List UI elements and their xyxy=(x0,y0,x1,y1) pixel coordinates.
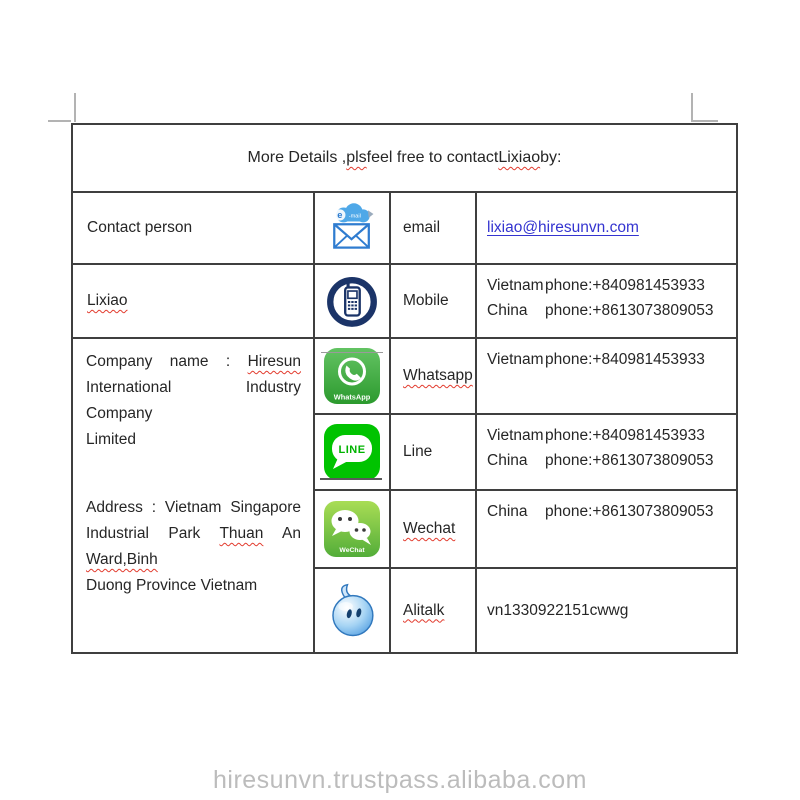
line-channel-label: Line xyxy=(403,443,433,460)
address-industrial-park: Industrial Park xyxy=(86,525,201,542)
watermark-url: hiresunvn.trustpass.alibaba.com xyxy=(212,766,588,794)
crop-mark-top-right-horizontal xyxy=(691,120,718,122)
svg-text:e: e xyxy=(337,210,343,221)
phone-number: phone:+8613073809053 xyxy=(545,452,714,469)
phone-line xyxy=(487,298,726,323)
phone-number: phone:+840981453933 xyxy=(545,427,705,444)
address-block xyxy=(86,495,301,599)
mobile-phone-icon xyxy=(323,272,381,330)
svg-text:LINE: LINE xyxy=(338,444,366,456)
phone-country: China xyxy=(487,503,528,520)
contact-name-label: Lixiao xyxy=(87,292,128,309)
email-channel-label: email xyxy=(403,219,441,236)
phone-country: China xyxy=(487,302,528,319)
contact-person-cell xyxy=(73,193,315,265)
whatsapp-icon-cell xyxy=(315,339,391,415)
header-text-lixiao: Lixiao xyxy=(498,149,541,166)
email-channel-cell xyxy=(391,193,477,265)
phone-country: China xyxy=(487,452,528,469)
phone-line xyxy=(487,448,726,473)
line-value-cell xyxy=(477,415,736,491)
contact-person-label: Contact person xyxy=(87,219,193,236)
alitalk-mascot-icon xyxy=(323,581,381,641)
company-name-prefix: Company name : xyxy=(86,353,231,370)
phone-country: Vietnam xyxy=(487,351,544,368)
header-text-mid: feel free to contact xyxy=(366,149,499,166)
company-address-cell xyxy=(73,339,315,652)
whatsapp-value-cell xyxy=(477,339,736,415)
phone-number: phone:+840981453933 xyxy=(545,277,705,294)
line-channel-cell xyxy=(391,415,477,491)
crop-mark-top-left-vertical xyxy=(74,93,76,122)
whatsapp-channel-cell xyxy=(391,339,477,415)
email-envelope-icon xyxy=(324,203,380,253)
header-text-end: by: xyxy=(540,149,562,166)
address-ward-binh: Ward,Binh xyxy=(86,551,158,568)
address-an: An xyxy=(282,525,301,542)
wechat-channel-cell xyxy=(391,491,477,569)
contact-table xyxy=(71,123,738,654)
phone-country: Vietnam xyxy=(487,427,544,444)
mobile-icon-cell xyxy=(315,265,391,339)
company-line-2: International Industry Company xyxy=(86,379,301,422)
phone-line xyxy=(487,499,726,524)
company-line-1 xyxy=(86,349,301,375)
address-line-1: Address : Vietnam Singapore xyxy=(86,499,301,516)
whatsapp-channel-label: Whatsapp xyxy=(403,367,473,384)
header-text-pls: pls xyxy=(346,149,367,166)
whatsapp-icon xyxy=(323,347,381,405)
phone-line xyxy=(487,273,726,298)
email-value-cell xyxy=(477,193,736,265)
address-line-2 xyxy=(86,521,301,573)
email-address-link[interactable]: lixiao@hiresunvn.com xyxy=(487,219,639,236)
alitalk-icon-cell xyxy=(315,569,391,652)
wechat-value-cell xyxy=(477,491,736,569)
mobile-value-cell xyxy=(477,265,736,339)
crop-mark-top-right-vertical xyxy=(691,93,693,122)
separator-line xyxy=(321,352,383,353)
phone-line xyxy=(487,423,726,448)
header-text: More Details , xyxy=(247,149,347,166)
svg-text:WhatsApp: WhatsApp xyxy=(333,392,371,402)
line-icon xyxy=(323,423,381,481)
separator-line xyxy=(320,478,382,480)
mobile-channel-label: Mobile xyxy=(403,292,449,309)
line-icon-cell xyxy=(315,415,391,491)
wechat-icon-cell xyxy=(315,491,391,569)
crop-mark-top-left-horizontal xyxy=(48,120,71,122)
address-thuan: Thuan xyxy=(219,525,264,542)
contact-name-cell xyxy=(73,265,315,339)
address-line-3: Duong Province Vietnam xyxy=(86,577,258,594)
phone-country: Vietnam xyxy=(487,277,544,294)
email-icon-cell xyxy=(315,193,391,265)
alitalk-channel-label: Alitalk xyxy=(403,601,445,619)
alitalk-id: vn1330922151cwwg xyxy=(487,601,629,619)
phone-number: phone:+840981453933 xyxy=(545,351,705,368)
phone-number: phone:+8613073809053 xyxy=(545,302,714,319)
wechat-channel-label: Wechat xyxy=(403,520,456,537)
alitalk-value-cell xyxy=(477,569,736,652)
svg-text:WeChat: WeChat xyxy=(339,547,365,554)
wechat-icon xyxy=(323,500,381,558)
phone-number: phone:+8613073809053 xyxy=(545,503,714,520)
phone-line xyxy=(487,347,726,372)
mobile-channel-cell xyxy=(391,265,477,339)
table-header-row xyxy=(73,125,736,193)
company-name-hiresun: Hiresun xyxy=(247,353,301,370)
alitalk-channel-cell xyxy=(391,569,477,652)
svg-text:-mail: -mail xyxy=(348,213,361,220)
company-line-3: Limited xyxy=(86,431,136,448)
